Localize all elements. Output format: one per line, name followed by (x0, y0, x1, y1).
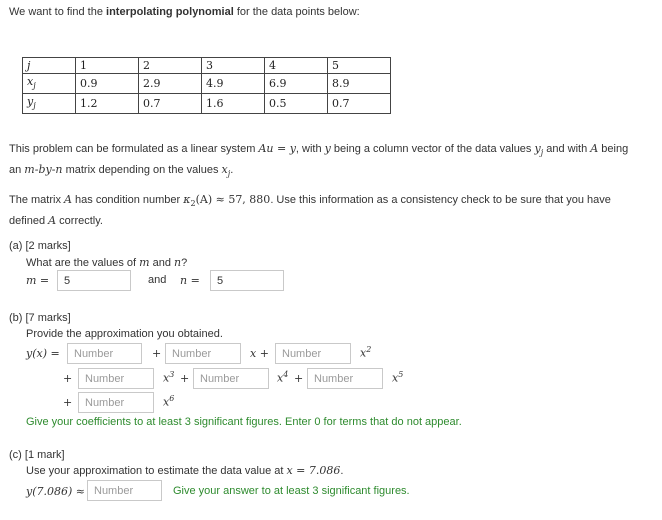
plus-sign: + (63, 372, 73, 385)
m-equals-label: m = (26, 274, 50, 287)
table-row-j (23, 58, 391, 74)
part-b-label: (b) [7 marks] (9, 312, 71, 324)
table-row-x (23, 74, 391, 94)
x-fifth-term: $x^5$ (392, 370, 404, 385)
part-b-instruction: Provide the approximation you obtained. (26, 328, 223, 340)
part-a-question: What are the values of m and n? (26, 256, 188, 269)
cell-j-4: 4 (265, 58, 328, 74)
row-header-y: $y_j$ (23, 94, 76, 114)
table-row-y (23, 94, 391, 114)
row-header-j: j (23, 58, 76, 74)
coefficient-6-input[interactable] (78, 392, 154, 413)
cell-y-1: 1.2 (76, 94, 139, 114)
coefficient-3-input[interactable] (78, 368, 154, 389)
data-table (22, 57, 391, 114)
part-c-instruction: Use your approximation to estimate the data value at x = 7.086. (26, 464, 344, 477)
plus-sign: + (152, 347, 162, 360)
y-estimate-label: y(7.086) ≈ (26, 485, 86, 498)
coefficient-1-input[interactable] (165, 343, 241, 364)
part-b-hint: Give your coefficients to at least 3 significant figures. Enter 0 for terms that do not appear. (26, 416, 462, 428)
estimate-input[interactable] (87, 480, 162, 501)
cell-j-5: 5 (328, 58, 391, 74)
x-squared-term: $x^2$ (360, 345, 372, 360)
n-equals-label: n = (180, 274, 200, 287)
part-c-hint: Give your answer to at least 3 significant figures. (173, 485, 410, 497)
coefficient-4-input[interactable] (193, 368, 269, 389)
cell-j-2: 2 (139, 58, 202, 74)
m-input[interactable] (57, 270, 131, 291)
x-fourth-term: $x^4$ (277, 370, 289, 385)
coefficient-0-input[interactable] (67, 343, 142, 364)
cell-y-5: 0.7 (328, 94, 391, 114)
cell-y-4: 0.5 (265, 94, 328, 114)
plus-sign: + (294, 372, 304, 385)
intro-text: We want to find the interpolating polynomial for the data points below: (9, 6, 360, 18)
and-label: and (148, 274, 167, 286)
x-cubed-term: $x^3$ (163, 370, 175, 385)
y-of-x-label: y(x) = (26, 347, 60, 360)
condition-text: The matrix A has condition number $\kappa_2(A) \approx 57$, 880. Use this information as a consistency check to be sure that you have defined A correctly. (9, 193, 611, 228)
cell-j-1: 1 (76, 58, 139, 74)
cell-x-2: 2.9 (139, 74, 202, 94)
part-c-label: (c) [1 mark] (9, 449, 65, 461)
row-header-x: $x_j$ (23, 74, 76, 94)
x-sixth-term: $x^6$ (163, 394, 175, 409)
coefficient-5-input[interactable] (307, 368, 383, 389)
cell-y-2: 0.7 (139, 94, 202, 114)
formulation-text: This problem can be formulated as a linear system Au = y, with y being a column vector of the data values $y_j$ and with A being an m-by-n matrix depending on the values $x_j$. (9, 142, 629, 179)
n-input[interactable] (210, 270, 284, 291)
cell-x-4: 6.9 (265, 74, 328, 94)
coefficient-2-input[interactable] (275, 343, 351, 364)
cell-x-1: 0.9 (76, 74, 139, 94)
cell-j-3: 3 (202, 58, 265, 74)
cell-x-3: 4.9 (202, 74, 265, 94)
x-plus-term: x + (250, 347, 269, 360)
plus-sign: + (180, 372, 190, 385)
cell-y-3: 1.6 (202, 94, 265, 114)
part-a-label: (a) [2 marks] (9, 240, 71, 252)
plus-sign: + (63, 396, 73, 409)
cell-x-5: 8.9 (328, 74, 391, 94)
